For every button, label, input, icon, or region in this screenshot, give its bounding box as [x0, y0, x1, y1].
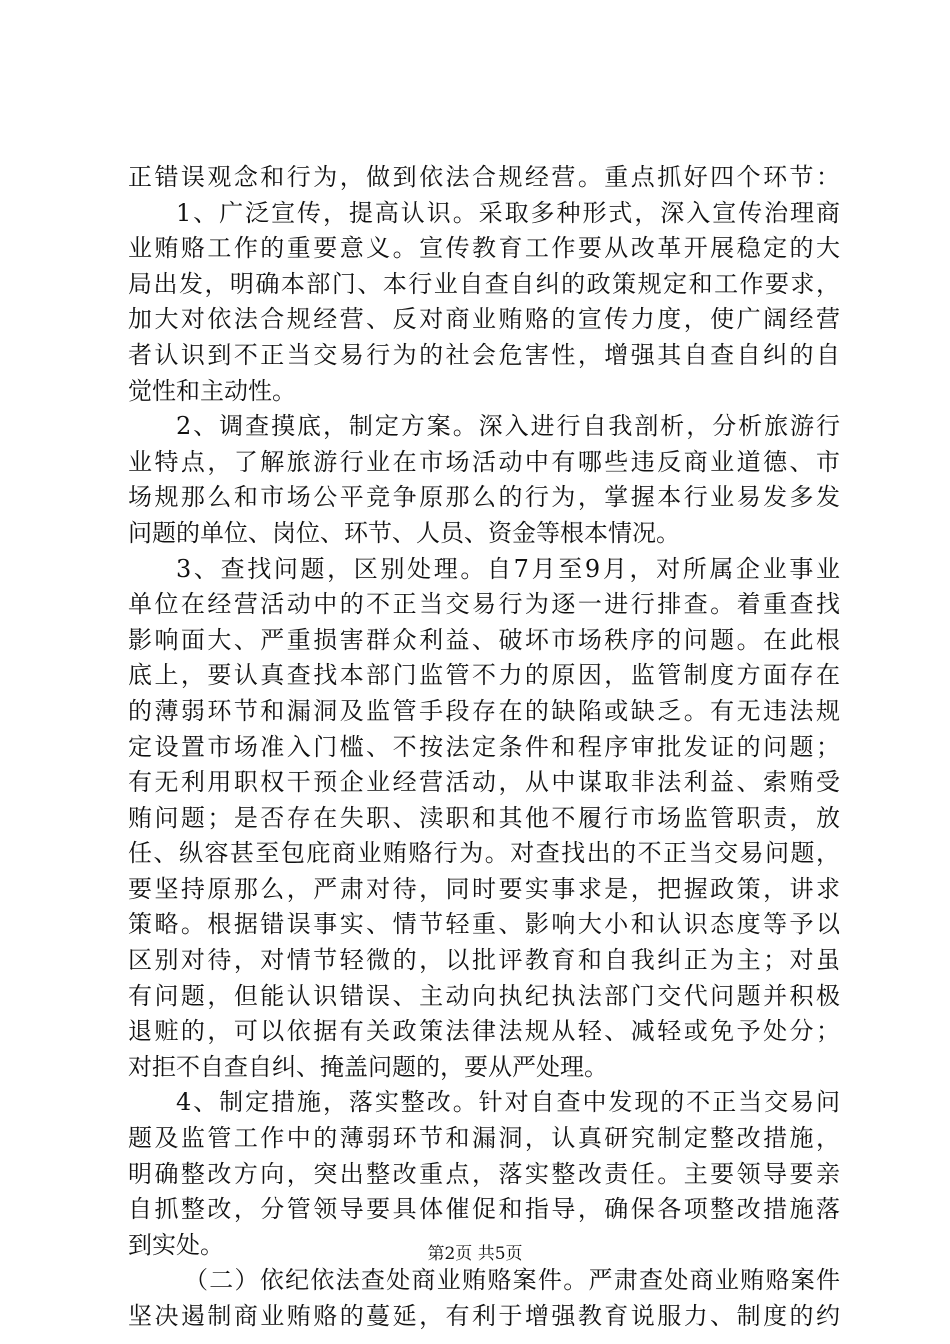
body-text: [128, 160, 840, 1335]
text-line: 业特点，了解旅游行业在市场活动中有哪些违反商业道德、市: [128, 447, 840, 476]
text-line: 单位在经营活动中的不正当交易行为逐一进行排查。着重查找: [128, 590, 840, 619]
text-line: 影响面大、严重损害群众利益、破坏市场秩序的问题。在此根: [128, 625, 840, 654]
text-line: 坚决遏制商业贿赂的蔓延，有利于增强教育说服力、制度的约: [128, 1302, 840, 1330]
text-line: 正错误观念和行为，做到依法合规经营。重点抓好四个环节：: [128, 163, 840, 191]
text-line: 退赃的，可以依据有关政策法律法规从轻、减轻或免予处分；: [128, 1017, 840, 1046]
text-line: 贿问题；是否存在失职、渎职和其他不履行市场监管职责，放: [128, 803, 840, 832]
text-line: 2、调查摸底，制定方案。深入进行自我剖析，分析旅游行: [176, 412, 840, 441]
text-line: 业贿赂工作的重要意义。宣传教育工作要从改革开展稳定的大: [128, 234, 840, 263]
text-line: 要坚持原那么，严肃对待，同时要实事求是，把握政策，讲求: [128, 874, 840, 903]
text-line: 任、纵容甚至包庇商业贿赂行为。对查找出的不正当交易问题，: [128, 839, 840, 868]
text-line: 有问题，但能认识错误、主动向执纪执法部门交代问题并积极: [128, 981, 840, 1010]
text-line: 定设置市场准入门槛、不按法定条件和程序审批发证的问题；: [128, 732, 840, 761]
text-line: （二）依纪依法查处商业贿赂案件。严肃查处商业贿赂案件: [184, 1266, 840, 1295]
text-line: 觉性和主动性。: [128, 376, 296, 405]
text-line: 自抓整改，分管领导要具体催促和指导，确保各项整改措施落: [128, 1195, 840, 1224]
text-line: 区别对待，对情节轻微的，以批评教育和自我纠正为主；对虽: [128, 946, 840, 975]
text-line: 局出发，明确本部门、本行业自查自纠的政策规定和工作要求，: [128, 269, 840, 298]
text-line: 1、广泛宣传，提高认识。采取多种形式，深入宣传治理商: [176, 198, 840, 227]
text-line: 问题的单位、岗位、环节、人员、资金等根本情况。: [128, 518, 680, 547]
text-line: 明确整改方向，突出整改重点，落实整改责任。主要领导要亲: [128, 1159, 840, 1188]
text-line: 有无利用职权干预企业经营活动，从中谋取非法利益、索贿受: [128, 768, 840, 797]
text-line: 者认识到不正当交易行为的社会危害性，增强其自查自纠的自: [128, 340, 840, 369]
text-line: 场规那么和市场公平竞争原那么的行为，掌握本行业易发多发: [128, 483, 840, 512]
text-line: 对拒不自查自纠、掩盖问题的，要从严处理。: [128, 1052, 608, 1081]
text-line: 题及监管工作中的薄弱环节和漏洞，认真研究制定整改措施，: [128, 1124, 840, 1153]
text-line: 4、制定措施，落实整改。针对自查中发现的不正当交易问: [176, 1088, 840, 1117]
text-line: 3、查找问题，区别处理。自7月至9月，对所属企业事业: [176, 554, 840, 583]
text-line: 底上，要认真查找本部门监管不力的原因，监管制度方面存在: [128, 661, 840, 690]
page-number: 第2页 共5页: [427, 1244, 523, 1264]
text-line: 的薄弱环节和漏洞及监管手段存在的缺陷或缺乏。有无违法规: [128, 696, 840, 725]
text-line: 到实处。: [128, 1230, 224, 1259]
text-line: 策略。根据错误事实、情节轻重、影响大小和认识态度等予以: [128, 910, 840, 939]
text-line: 加大对依法合规经营、反对商业贿赂的宣传力度，使广阔经营: [128, 305, 840, 334]
